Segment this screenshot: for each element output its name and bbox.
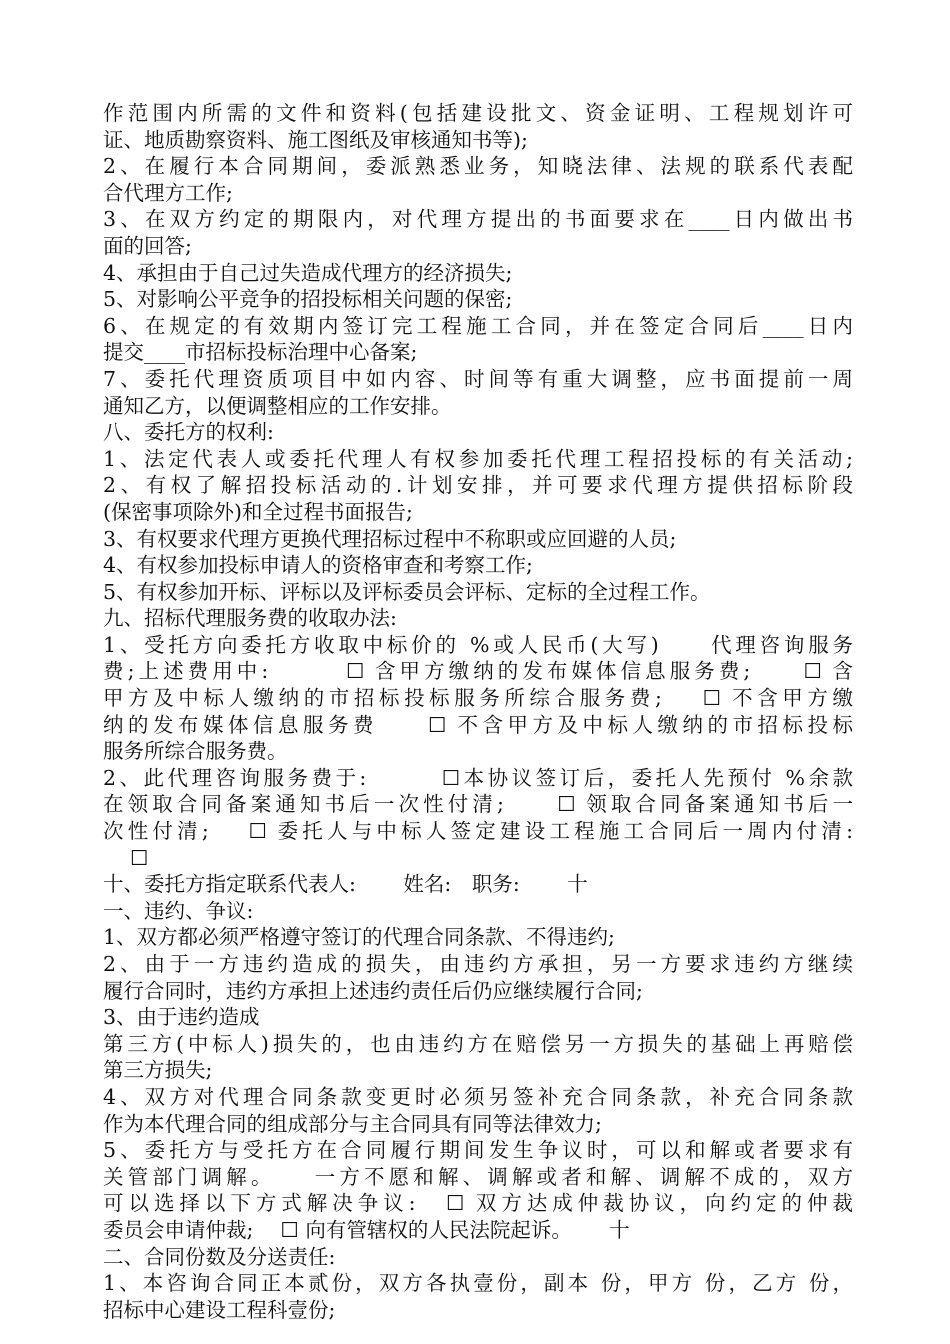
text-line: 4、双方对代理合同条款变更时必须另签补充合同条款，补充合同条款 [103, 1084, 853, 1109]
text-line: 1、受托方向委托方收取中标价的 %或人民币(大写) 代理咨询服务 [103, 632, 853, 657]
text-line: 2、在履行本合同期间，委派熟悉业务，知晓法律、法规的联系代表配 [103, 154, 853, 179]
text-line: 2、有权了解招投标活动的.计划安排，并可要求代理方提供招标阶段 [103, 473, 853, 498]
text-line: 3、在双方约定的期限内，对代理方提出的书面要求在____日内做出书 [103, 207, 853, 232]
text-line: 可以选择以下方式解决争议: ☐ 双方达成仲裁协议，向约定的仲裁 [103, 1191, 853, 1216]
text-line: 服务所综合服务费。 [103, 739, 288, 764]
text-line: 提交____市招标投标治理中心备案; [103, 340, 418, 365]
text-line: 作为本代理合同的组成部分与主合同具有同等法律效力; [103, 1111, 602, 1136]
text-line: 5、有权参加开标、评标以及评标委员会评标、定标的全过程工作。 [103, 579, 711, 604]
text-line: 5、委托方与受托方在合同履行期间发生争议时，可以和解或者要求有 [103, 1138, 853, 1163]
text-line: 面的回答; [103, 233, 192, 258]
text-line: 九、招标代理服务费的收取办法: [103, 606, 397, 631]
text-line: 二、合同份数及分送责任: [103, 1244, 336, 1269]
text-line: 十、委托方指定联系代表人: 姓名: 职务: 十 [103, 872, 588, 897]
text-line: 证、地质勘察资料、施工图纸及审核通知书等); [103, 127, 528, 152]
text-line: 合代理方工作; [103, 180, 233, 205]
text-line: 作范围内所需的文件和资料(包括建设批文、资金证明、工程规划许可 [103, 101, 853, 125]
text-line: 关管部门调解。 一方不愿和解、调解或者和解、调解不成的，双方 [103, 1164, 853, 1189]
text-line: 7、委托代理资质项目中如内容、时间等有重大调整，应书面提前一周 [103, 366, 853, 391]
text-line: 4、有权参加投标申请人的资格审查和考察工作; [103, 553, 533, 578]
text-line: 6、在规定的有效期内签订完工程施工合同，并在签定合同后____日内 [103, 313, 853, 338]
text-line: 3、有权要求代理方更换代理招标过程中不称职或应回避的人员; [103, 526, 677, 551]
text-line: 委员会申请仲裁; ☐ 向有管辖权的人民法院起诉。 十 [103, 1217, 630, 1242]
text-line: 在领取合同备案通知书后一次性付清; ☐ 领取合同备案通知书后一 [103, 792, 853, 817]
text-line: 费;上述费用中: ☐ 含甲方缴纳的发布媒体信息服务费; ☐ 含 [103, 659, 853, 684]
text-line: 2、由于一方违约造成的损失，由违约方承担，另一方要求违约方继续 [103, 952, 853, 976]
text-line: 一、违约、争议: [103, 898, 254, 923]
text-line: 2、此代理咨询服务费于: ☐本协议签订后，委托人先预付 %余款 [103, 765, 853, 790]
text-line: ☐ [103, 845, 149, 870]
text-line: 1、本咨询合同正本贰份，双方各执壹份，副本 份，甲方 份，乙方 份， [103, 1271, 853, 1296]
text-line: 八、委托方的权利: [103, 420, 274, 445]
text-line: 5、对影响公平竞争的招投标相关问题的保密; [103, 287, 513, 312]
text-line: 第三方损失; [103, 1058, 213, 1083]
text-line: 1、双方都必须严格遵守签订的代理合同条款、不得违约; [103, 925, 615, 950]
text-line: 次性付清; ☐ 委托人与中标人签定建设工程施工合同后一周内付清: [103, 819, 853, 844]
text-line: 通知乙方，以便调整相应的工作安排。 [103, 393, 452, 418]
text-line: 履行合同时，违约方承担上述违约责任后仍应继续履行合同; [103, 978, 643, 1003]
document-body [103, 100, 853, 1323]
text-line: 4、承担由于自己过失造成代理方的经济损失; [103, 260, 513, 285]
text-line: (保密事项除外)和全过程书面报告; [103, 499, 413, 524]
text-line: 甲方及中标人缴纳的市招标投标服务所综合服务费; ☐ 不含甲方缴 [103, 686, 853, 711]
text-line: 招标中心建设工程科壹份; [103, 1297, 336, 1322]
text-line: 3、由于违约造成 [103, 1005, 260, 1030]
text-line: 1、法定代表人或委托代理人有权参加委托代理工程招投标的有关活动; [103, 446, 853, 471]
text-line: 第三方(中标人)损失的，也由违约方在赔偿另一方损失的基础上再赔偿 [103, 1031, 853, 1056]
text-line: 纳的发布媒体信息服务费 ☐ 不含甲方及中标人缴纳的市招标投标 [103, 712, 853, 737]
